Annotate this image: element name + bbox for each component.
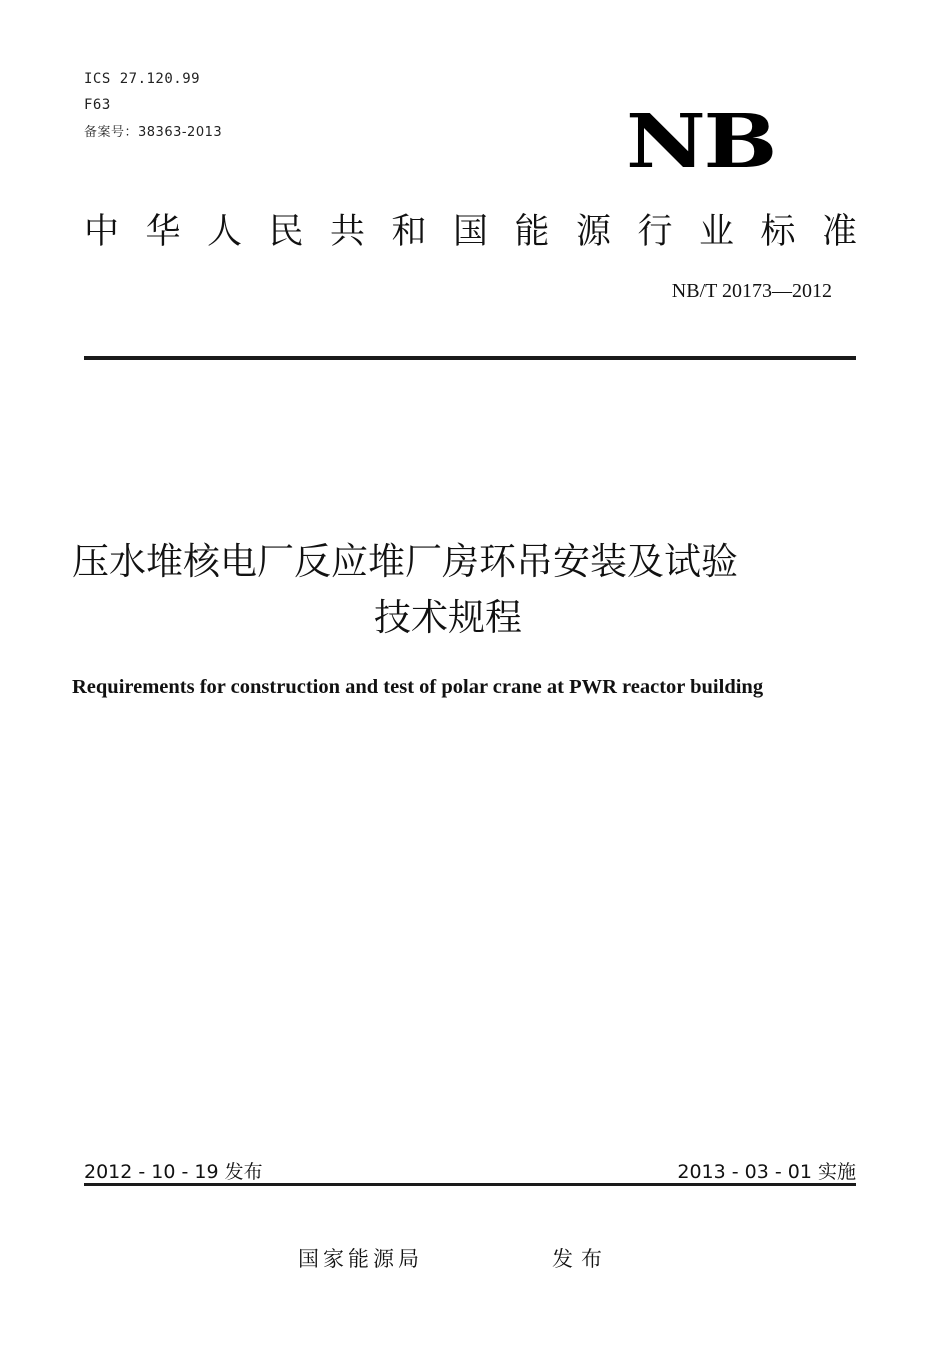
issue-date: 2012 - 10 - 19 发布 [84,1161,263,1183]
bottom-divider [84,1183,856,1186]
standard-number: NB/T 20173—2012 [671,280,832,302]
document-title-cn-line2: 技术规程 [374,596,522,639]
standard-type-title: 中华人民共和国能源行业标准 [84,212,884,252]
publish-label: 发布 [552,1247,610,1271]
ics-code: ICS 27.120.99 [84,71,201,87]
document-title-cn-line1: 压水堆核电厂反应堆厂房环吊安装及试验 [72,540,738,583]
nb-logo: NB [626,99,775,185]
record-number: 备案号：38363-2013 [84,125,223,140]
top-divider [84,356,856,360]
document-title-en: Requirements for construction and test of polar crane at PWR reactor building [72,676,764,698]
implementation-date: 2013 - 03 - 01 实施 [677,1161,856,1183]
publisher: 国家能源局 [298,1247,423,1271]
classification-code: F63 [84,97,111,113]
